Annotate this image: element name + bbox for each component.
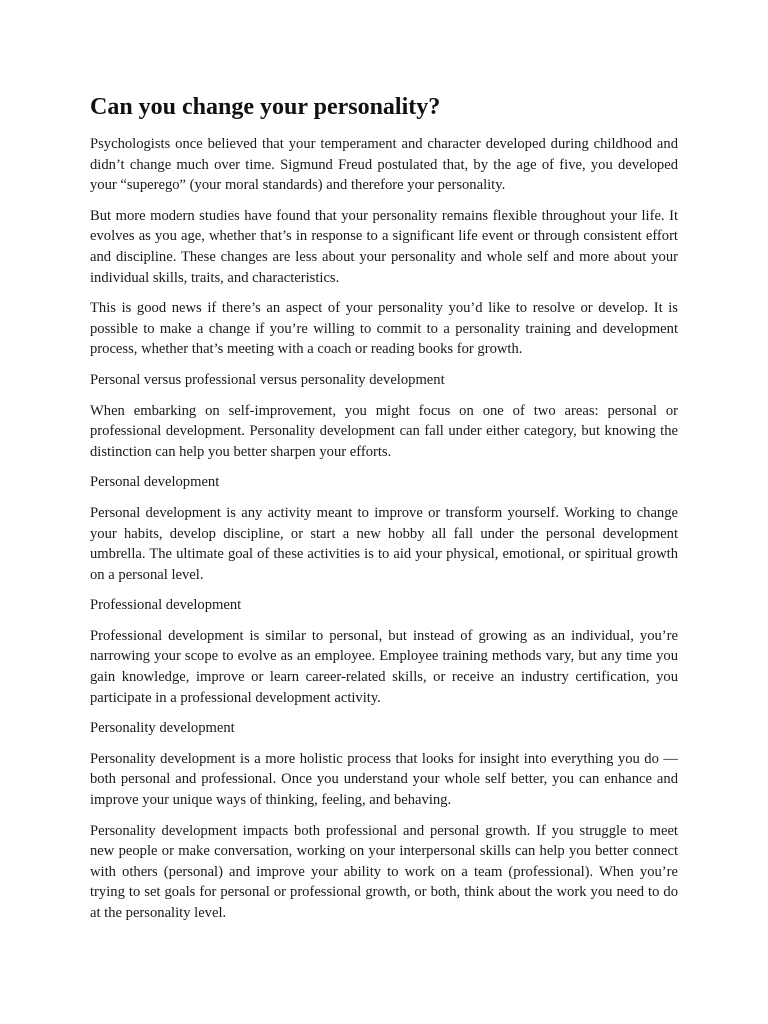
- paragraph: Psychologists once believed that your temperament and character developed during childhood and didn’t change much over time. Sigmund Freud postulated that, by the age of five, you developed your “superego” (your moral standards) and therefore your personality.: [90, 136, 678, 194]
- paragraph: Personal development is any activity meant to improve or transform yourself. Working to change your habits, develop discipline, or start a new hobby all fall under the personal development umbrella. The ultimate goal of these activities is to aid your physical, emotional, or spiritual growth on a personal level.: [90, 504, 678, 583]
- section-subheading: Professional development: [90, 597, 242, 614]
- section-subheading: Personal development: [90, 474, 220, 491]
- paragraph: When embarking on self-improvement, you might focus on one of two areas: personal or professional development. Personality development can fall under either category, but knowing the distinction can help you better sharpen your efforts.: [90, 402, 678, 460]
- page-title: Can you change your personality?: [90, 94, 441, 120]
- paragraph: This is good news if there’s an aspect of your personality you’d like to resolve or develop. It is possible to make a change if you’re willing to commit to a personality training and development process, whether that’s meeting with a coach or reading books for growth.: [90, 300, 678, 358]
- paragraph: But more modern studies have found that your personality remains flexible throughout your life. It evolves as you age, whether that’s in response to a significant life event or through consistent effort and discipline. These changes are less about your personality and whole self and more about your individual skills, traits, and characteristics.: [90, 207, 678, 286]
- paragraph: Professional development is similar to personal, but instead of growing as an individual, you’re narrowing your scope to evolve as an employee. Employee training methods vary, but any time you gain knowledge, improve or learn career-related skills, or receive an industry certification, you participate in a professional development activity.: [90, 627, 678, 706]
- paragraph: Personality development impacts both professional and personal growth. If you struggle to meet new people or make conversation, working on your interpersonal skills can help you better connect with others (personal) and improve your ability to work on a team (professional). When you’re trying to set goals for personal or professional growth, or both, think about the work you need to do at the personality level.: [90, 822, 678, 921]
- section-subheading: Personality development: [90, 720, 235, 737]
- paragraph: Personality development is a more holistic process that looks for insight into everything you do — both personal and professional. Once you understand your whole self better, you can enhance and improve your unique ways of thinking, feeling, and behaving.: [90, 750, 678, 809]
- section-subheading: Personal versus professional versus personality development: [90, 371, 445, 388]
